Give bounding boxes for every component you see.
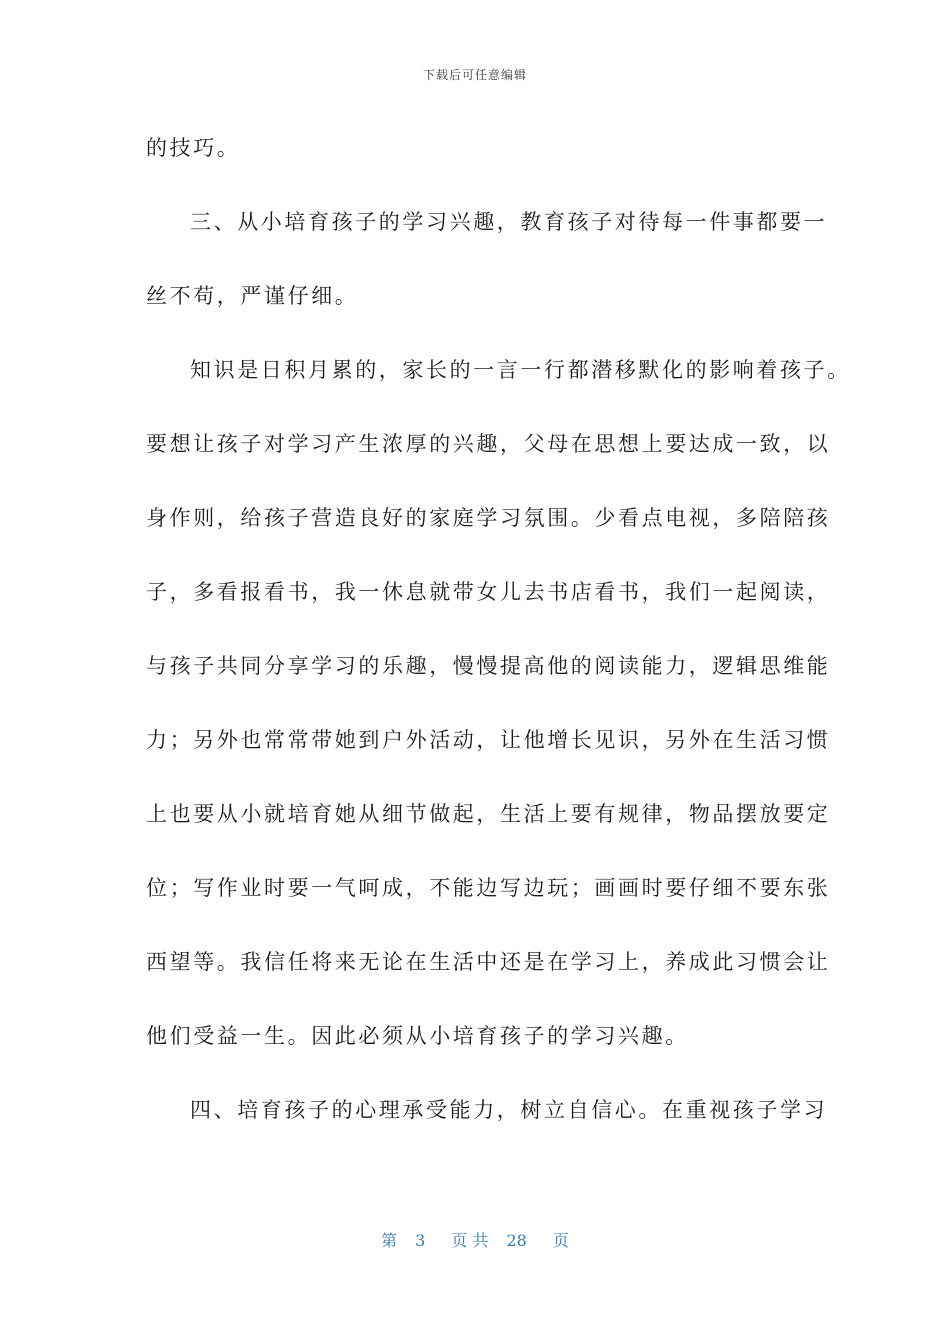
- body-line-11: 位；写作业时要一气呵成，不能边写边玩；画画时要仔细不要东张: [146, 876, 831, 900]
- body-line-1: 的技巧。: [146, 136, 241, 160]
- body-line-12: 西望等。我信任将来无论在生活中还是在学习上，养成此习惯会让: [146, 950, 831, 974]
- footer-total-pages: 28: [506, 1231, 527, 1250]
- footer-middle: 页 共: [451, 1231, 489, 1250]
- page-header: 下载后可任意编辑: [422, 68, 527, 82]
- body-line-6: 身作则，给孩子营造良好的家庭学习氛围。少看点电视，多陪陪孩: [146, 506, 831, 530]
- body-line-4: 知识是日积月累的，家长的一言一行都潜移默化的影响着孩子。: [190, 358, 851, 382]
- body-line-8: 与孩子共同分享学习的乐趣，慢慢提高他的阅读能力，逻辑思维能: [146, 654, 831, 678]
- body-line-10: 上也要从小就培育她从细节做起，生活上要有规律，物品摆放要定: [146, 802, 831, 826]
- body-line-9: 力；另外也常常带她到户外活动，让他增长见识，另外在生活习惯: [146, 728, 831, 752]
- body-line-2: 三、从小培育孩子的学习兴趣，教育孩子对待每一件事都要一: [190, 210, 828, 234]
- body-line-14: 四、培育孩子的心理承受能力，树立自信心。在重视孩子学习: [190, 1098, 828, 1122]
- footer-suffix: 页: [552, 1231, 569, 1250]
- body-line-5: 要想让孩子对学习产生浓厚的兴趣，父母在思想上要达成一致，以: [146, 432, 831, 456]
- body-line-13: 他们受益一生。因此必须从小培育孩子的学习兴趣。: [146, 1024, 689, 1048]
- footer-prefix: 第: [381, 1231, 398, 1250]
- body-line-3: 丝不苟，严谨仔细。: [146, 284, 359, 308]
- page-footer: [0, 1228, 950, 1251]
- body-line-7: 子，多看报看书，我一休息就带女儿去书店看书，我们一起阅读，: [146, 580, 831, 604]
- footer-page-number: 3: [415, 1231, 426, 1250]
